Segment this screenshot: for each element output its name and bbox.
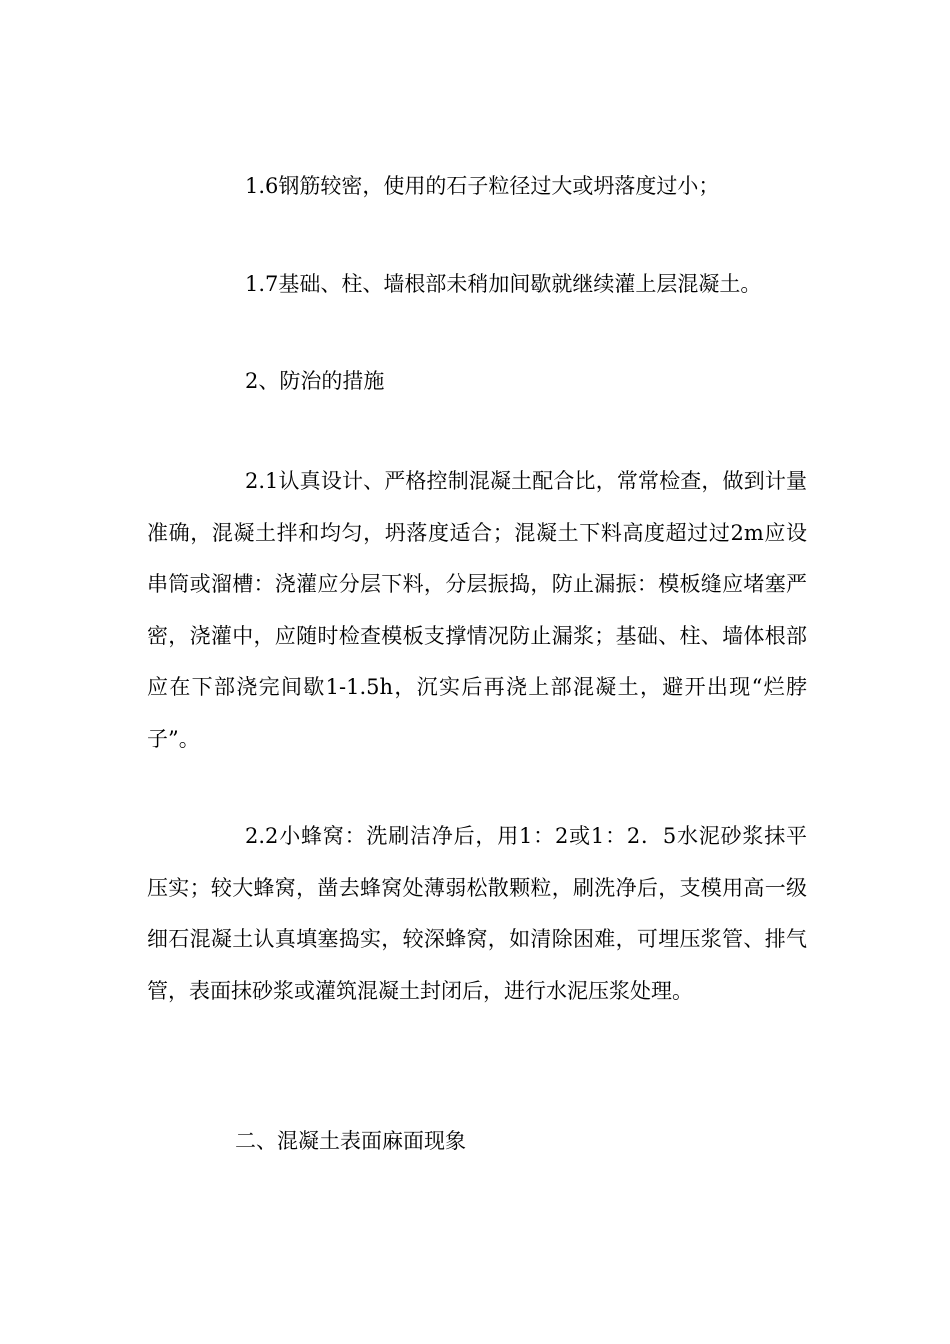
paragraph-1-7: 1.7基础、柱、墙根部未稍加间歇就继续灌上层混凝土。 xyxy=(245,272,762,296)
paragraph-1-6: 1.6钢筋较密，使用的石子粒径过大或坍落度过小； xyxy=(245,174,720,198)
section-heading: 二、混凝土表面麻面现象 xyxy=(235,1129,466,1153)
paragraph-2-2: 2.2小蜂窝：洗刷洁净后，用1：2或1：2．5水泥砂浆抹平压实；较大蜂窝，凿去蜂窝处薄弱松散颗粒，刷洗净后，支模用高一级细石混凝土认真填塞捣实，较深蜂窝，如清除困难，可埋压浆管、排气管，表面抹砂浆或灌筑混凝土封闭后，进行水泥压浆处理。 xyxy=(147,824,807,1003)
subheading-prevention-measures: 2、防治的措施 xyxy=(245,369,385,393)
paragraph-2-1: 2.1认真设计、严格控制混凝土配合比，常常检查，做到计量准确，混凝土拌和均匀，坍落度适合；混凝土下料高度超过过2m应设串筒或溜槽：浇灌应分层下料，分层振捣，防止漏振：模板缝应堵塞严密，浇灌中，应随时检查模板支撑情况防止漏浆；基础、柱、墙体根部应在下部浇完间歇1-1.5h，沉实后再浇上部混凝土，避开出现“烂脖子”。 xyxy=(147,469,807,751)
